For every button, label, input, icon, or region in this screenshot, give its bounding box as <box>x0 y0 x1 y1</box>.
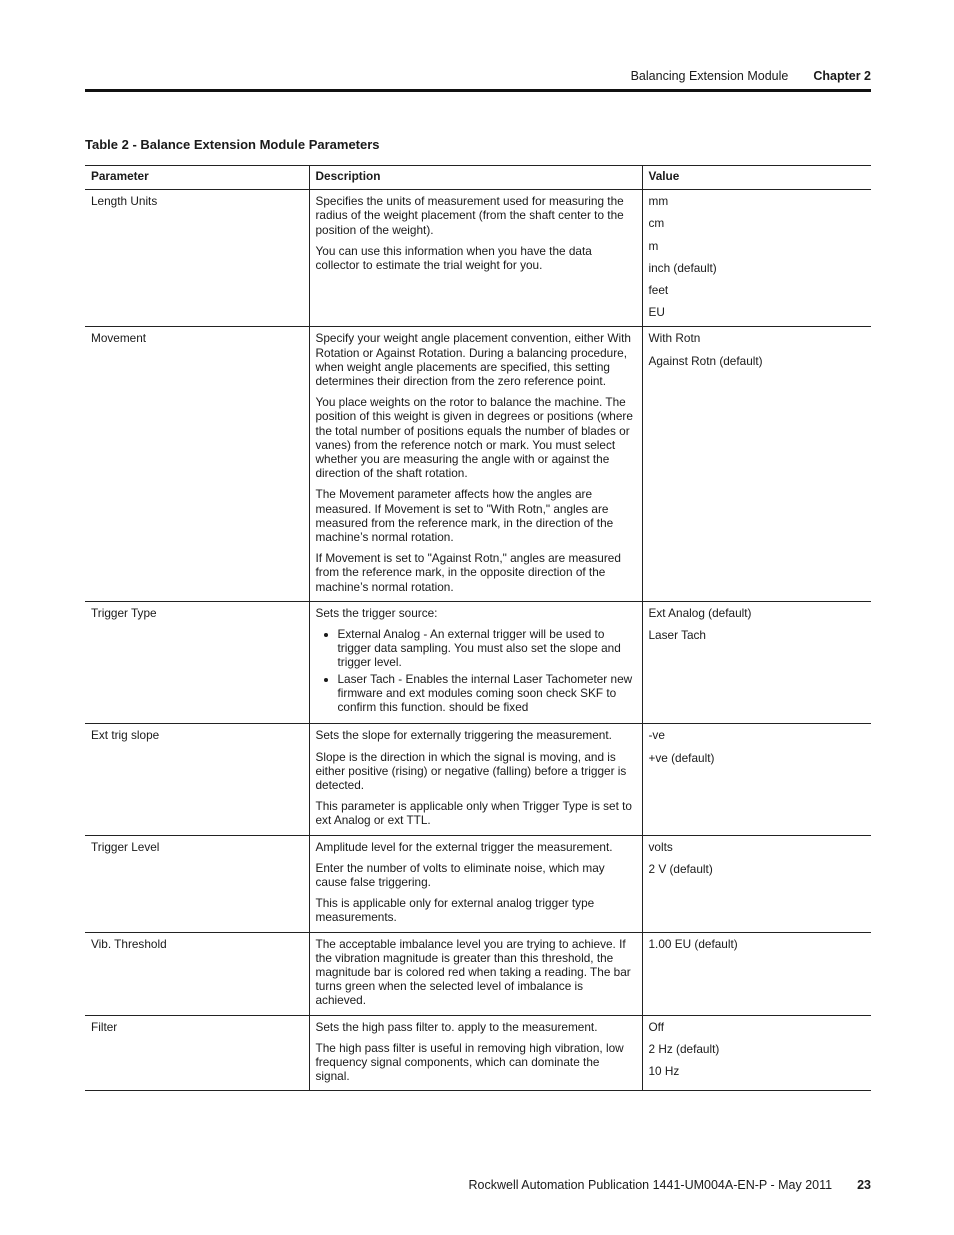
description-paragraph: Specifies the units of measurement used for measuring the radius of the weight placement (from the shaft center to the position of the weight). <box>315 194 624 237</box>
table-row <box>85 724 871 835</box>
column-header-parameter: Parameter <box>85 166 309 190</box>
value-option: mm <box>648 194 669 209</box>
description-paragraph: Amplitude level for the external trigger the measurement. <box>315 839 613 854</box>
description-paragraph: If Movement is set to "Against Rotn," angles are measured from the reference mark, in the opposite direction of the machine’s normal rotation. <box>315 551 621 594</box>
table-header-row <box>85 166 871 190</box>
value-option: 1.00 EU (default) <box>648 936 738 951</box>
description-bullet: • External Analog - An external trigger will be used to trigger data sampling. You must also set the slope and trigger level. <box>338 627 636 670</box>
value-option: Ext Analog (default) <box>648 605 752 620</box>
parameter-description <box>309 1015 642 1091</box>
description-paragraph: The Movement parameter affects how the angles are measured. If Movement is set to "With Rotn," angles are measured from the reference mark, in the direction of the machine’s normal rotation. <box>315 487 614 545</box>
table-row <box>85 932 871 1015</box>
table-row <box>85 835 871 932</box>
description-paragraph: Sets the trigger source: <box>315 605 438 620</box>
parameter-name: Trigger Type <box>85 601 309 723</box>
parameter-description <box>309 327 642 601</box>
table-row <box>85 327 871 601</box>
page-number: 23 <box>857 1178 871 1192</box>
table-row <box>85 1015 871 1091</box>
parameter-description <box>309 932 642 1015</box>
description-paragraph: Sets the high pass filter to. apply to the measurement. <box>315 1019 598 1034</box>
description-paragraph: The acceptable imbalance level you are trying to achieve. If the vibration magnitude is greater than this threshold, the magnitude bar is colored red when taking a reading. The bar turns green when the selected level of imbalance is achieved. <box>315 936 631 1008</box>
parameter-name: Filter <box>85 1015 309 1091</box>
chapter-label: Chapter 2 <box>813 69 871 83</box>
parameter-values <box>642 190 871 327</box>
value-option: Off <box>648 1019 665 1034</box>
value-option: inch (default) <box>648 260 717 275</box>
table-row <box>85 601 871 723</box>
parameter-values <box>642 835 871 932</box>
page-footer <box>85 1176 871 1194</box>
parameter-name: Movement <box>85 327 309 601</box>
parameter-values <box>642 601 871 723</box>
parameter-values <box>642 932 871 1015</box>
value-option: Against Rotn (default) <box>648 353 763 368</box>
publication-info: Rockwell Automation Publication 1441-UM004A-EN-P - May 2011 <box>468 1178 833 1192</box>
value-option: cm <box>648 216 665 231</box>
description-paragraph: The high pass filter is useful in removing high vibration, low frequency signal components, which can dominate the signal. <box>315 1040 624 1084</box>
header-divider <box>85 89 871 92</box>
value-option: m <box>648 238 659 253</box>
description-paragraph: This parameter is applicable only when Trigger Type is set to ext Analog or ext TTL. <box>315 799 632 828</box>
parameter-values <box>642 327 871 601</box>
description-paragraph: You can use this information when you have the data collector to estimate the trial weight for you. <box>315 243 592 273</box>
parameter-description <box>309 190 642 327</box>
parameter-name: Vib. Threshold <box>85 932 309 1015</box>
value-option: +ve (default) <box>648 750 715 765</box>
value-option: With Rotn <box>648 331 701 346</box>
value-option: volts <box>648 839 673 854</box>
description-paragraph: You place weights on the rotor to balance the machine. The position of this weight is given in degrees or positions (where the total number of positions equals the number of blades or vanes) from the reference notch or mark. You must select whether you are measuring the angle with or against the direction of the shaft rotation. <box>315 395 633 481</box>
column-header-value: Value <box>642 166 871 190</box>
column-header-description: Description <box>309 166 642 190</box>
description-paragraph: This is applicable only for external analog trigger type measurements. <box>315 896 595 925</box>
value-option: Laser Tach <box>648 628 706 643</box>
section-title: Balancing Extension Module <box>630 69 789 83</box>
value-option: 2 V (default) <box>648 861 713 876</box>
table-title: Table 2 - Balance Extension Module Parameters <box>85 137 380 152</box>
value-option: 2 Hz (default) <box>648 1041 720 1056</box>
table-body <box>85 190 871 1091</box>
parameter-name: Trigger Level <box>85 835 309 932</box>
description-paragraph: Specify your weight angle placement convention, either With Rotation or Against Rotation. During a balancing procedure, when weight angle placements are specified, this setting determines their direction from the zero reference point. <box>315 331 631 389</box>
description-paragraph: Enter the number of volts to eliminate noise, which may cause false triggering. <box>315 860 605 889</box>
parameter-description <box>309 601 642 723</box>
value-option: 10 Hz <box>648 1063 680 1078</box>
parameter-description <box>309 835 642 932</box>
parameter-values <box>642 724 871 835</box>
parameters-table <box>85 165 871 1091</box>
page-header <box>85 66 871 86</box>
value-option: -ve <box>648 728 665 743</box>
description-bullet-list <box>316 627 636 714</box>
value-option: feet <box>648 283 669 298</box>
value-option: EU <box>648 305 665 320</box>
parameter-name: Ext trig slope <box>85 724 309 835</box>
table-row <box>85 190 871 327</box>
parameter-description <box>309 724 642 835</box>
description-paragraph: Slope is the direction in which the signal is moving, and is either positive (rising) or negative (falling) before a trigger is detected. <box>315 749 627 792</box>
description-paragraph: Sets the slope for externally triggering the measurement. <box>315 728 612 743</box>
parameter-values <box>642 1015 871 1091</box>
parameter-name: Length Units <box>85 190 309 327</box>
description-bullet: • Laser Tach - Enables the internal Laser Tachometer new firmware and ext modules coming soon check SKF to confirm this function. should be fixed <box>338 672 636 715</box>
